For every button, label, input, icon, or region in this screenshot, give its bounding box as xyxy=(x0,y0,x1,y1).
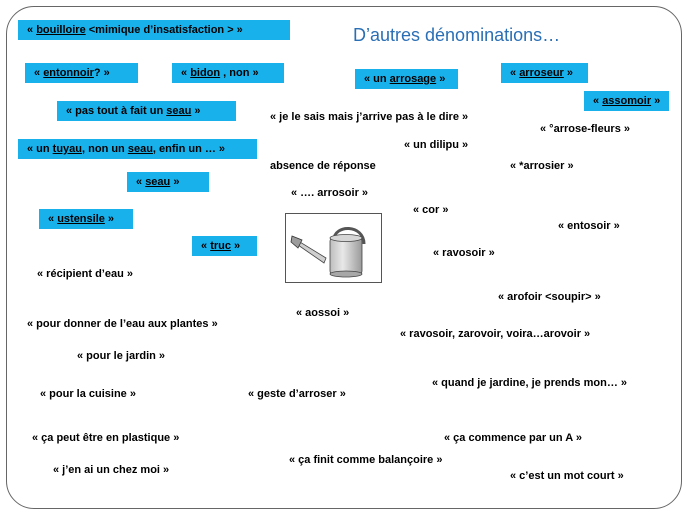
phrase-cuisine: « pour la cuisine » xyxy=(40,388,136,400)
phrase-commence: « ça commence par un A » xyxy=(444,432,582,444)
phrase-recipient: « récipient d’eau » xyxy=(37,268,133,280)
phrase-arrosoir: « …. arrosoir » xyxy=(291,187,369,199)
phrase-aossoi: « aossoi » xyxy=(296,307,350,319)
box-tuyau: « un tuyau, non un seau, enfin un … » xyxy=(18,139,257,159)
phrase-jardin: « pour le jardin » xyxy=(77,350,166,362)
phrase-chez-moi: « j’en ai un chez moi » xyxy=(53,464,170,476)
page-title: D’autres dénominations… xyxy=(353,25,561,45)
phrase-arrosier: « *arrosier » xyxy=(510,160,574,172)
phrase-geste: « geste d’arroser » xyxy=(248,388,346,400)
phrase-plastique: « ça peut être en plastique » xyxy=(32,432,180,444)
phrase-absence: absence de réponse xyxy=(270,160,376,172)
phrase-plantes: « pour donner de l’eau aux plantes » xyxy=(27,318,218,330)
phrase-ravosoir-zarovoir: « ravosoir, zarovoir, voira…arovoir » xyxy=(400,328,591,340)
phrase-quand-je-jardine: « quand je jardine, je prends mon… » xyxy=(432,377,627,389)
phrase-cor: « cor » xyxy=(413,204,449,216)
box-ustensile: « ustensile » xyxy=(39,209,133,229)
box-assomoir: « assomoir » xyxy=(584,91,669,111)
box-bidon: « bidon , non » xyxy=(172,63,284,83)
watering-can-picture xyxy=(285,213,382,283)
box-bouilloire: « bouilloire <mimique d’insatisfaction > » xyxy=(18,20,290,40)
phrase-mot-court: « c’est un mot court » xyxy=(510,470,624,482)
phrase-arofoir: « arofoir <soupir> » xyxy=(498,291,601,303)
box-pas-tout-a-fait-seau: « pas tout à fait un seau » xyxy=(57,101,236,121)
phrase-arrose-fleurs: « °arrose-fleurs » xyxy=(540,123,630,135)
phrase-dilipu: « un dilipu » xyxy=(404,139,469,151)
watering-can-icon xyxy=(286,214,381,282)
phrase-ravosoir: « ravosoir » xyxy=(433,247,495,259)
box-arrosage: « un arrosage » xyxy=(355,69,458,89)
phrase-je-le-sais: « je le sais mais j’arrive pas à le dire » xyxy=(270,111,469,123)
box-arroseur: « arroseur » xyxy=(501,63,588,83)
box-seau: « seau » xyxy=(127,172,209,192)
phrase-balancoire: « ça finit comme balançoire » xyxy=(289,454,443,466)
box-truc: « truc » xyxy=(192,236,257,256)
phrase-entosoir: « entosoir » xyxy=(558,220,620,232)
box-entonnoir: « entonnoir? » xyxy=(25,63,138,83)
